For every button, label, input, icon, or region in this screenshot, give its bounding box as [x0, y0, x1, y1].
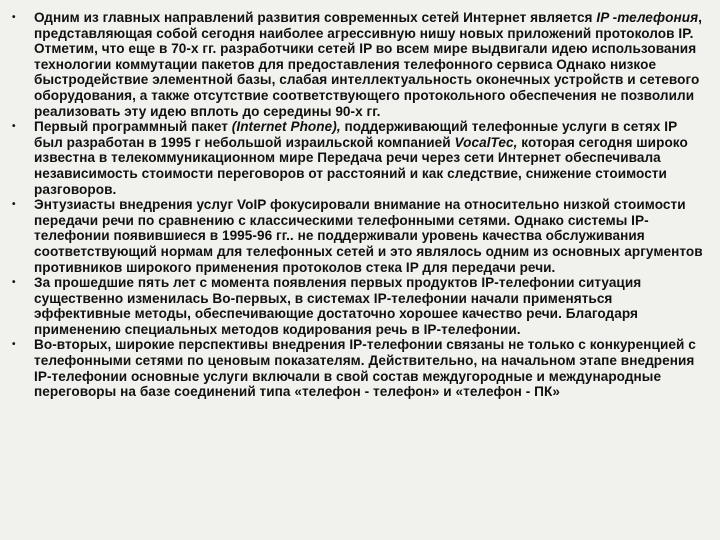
- paragraph-3-text: Энтузиасты внедрения услуг VoIP фокусировали внимание на относительно низкой стоимости передачи речи по сравнению с классическими телефонными сетями. Однако системы IP-телефонии появившиеся в 1995-96 гг.. не поддерживали уровень качества обслуживания соответствующий нормам для телефонных сетей и это являлось одним из основных аргументов противников широкого применения протоколов стека IP для передачи речи.: [34, 197, 703, 275]
- paragraph-1-term-ip-telephony: IP -телефония: [596, 10, 699, 25]
- bullet-item-4: [0, 275, 708, 337]
- paragraph-4-text: За прошедшие пять лет с момента появления первых продуктов IP-телефонии ситуация существенно изменилась Во-первых, в системах IP-телефонии начали применяться эффективные методы, обеспечивающие достаточно хорошее качество речи. Благодаря применению специальных методов кодирования речь в IP-телефонии.: [34, 275, 642, 337]
- bullet-marker: •: [12, 199, 16, 211]
- bullet-item-2: [0, 119, 708, 197]
- bullet-item-5: [0, 337, 708, 399]
- bullet-marker: •: [12, 339, 16, 351]
- paragraph-2-term-vocaltec: VocalTec,: [454, 134, 518, 150]
- bullet-list: [0, 10, 708, 400]
- paragraph-5-text: Во-вторых, широкие перспективы внедрения IP-телефонии связаны не только с конкуренцией с телефонными сетями по ценовым показателям. Действительно, на начальном этапе внедрения IP-телефонии основные услуги включали в свой состав междугородные и международные переговоры на базе соединений типа «телефон - телефон» и «телефон - ПК»: [34, 337, 696, 400]
- paragraph-2-text-c: которая сегодня широко известна в телекоммуникационном мире Передача речи через сети Интернет обеспечивала независимость стоимости переговоров от расстояний и как следствие, снижение стоимости разговоров.: [34, 134, 688, 197]
- bullet-item-3: [0, 197, 708, 275]
- bullet-marker: •: [12, 121, 16, 133]
- bullet-marker: •: [12, 12, 16, 23]
- bullet-marker: •: [12, 277, 16, 289]
- bullet-item-1: [0, 10, 708, 119]
- paragraph-2-term-internet-phone: (Internet Phone),: [231, 119, 341, 135]
- paragraph-2-text-a: Первый программный пакет: [34, 119, 232, 135]
- paragraph-2-text-b: поддерживающий телефонные услуги в сетях IP был разработан в 1995 г небольшой израильской компанией: [34, 119, 678, 150]
- paragraph-1-text-a: Одним из главных направлений развития современных сетей Интернет является: [34, 10, 597, 25]
- paragraph-1-text-b: , представляющая собой сегодня наиболее агрессивную нишу новых приложений протоколов IP. Отметим, что еще в 70-х гг. разработчики сетей IP во всем мире выдвигали идею использования технологии коммутации пакетов для предоставления телефонного сервиса Однако низкое быстродействие элементной базы, слабая интеллектуальность оконечных устройств и сетевого оборудования, а также отсутствие соответствующего протокольного обеспечения не позволили реализовать эту идею вплоть до середины 90-х гг.: [34, 10, 702, 119]
